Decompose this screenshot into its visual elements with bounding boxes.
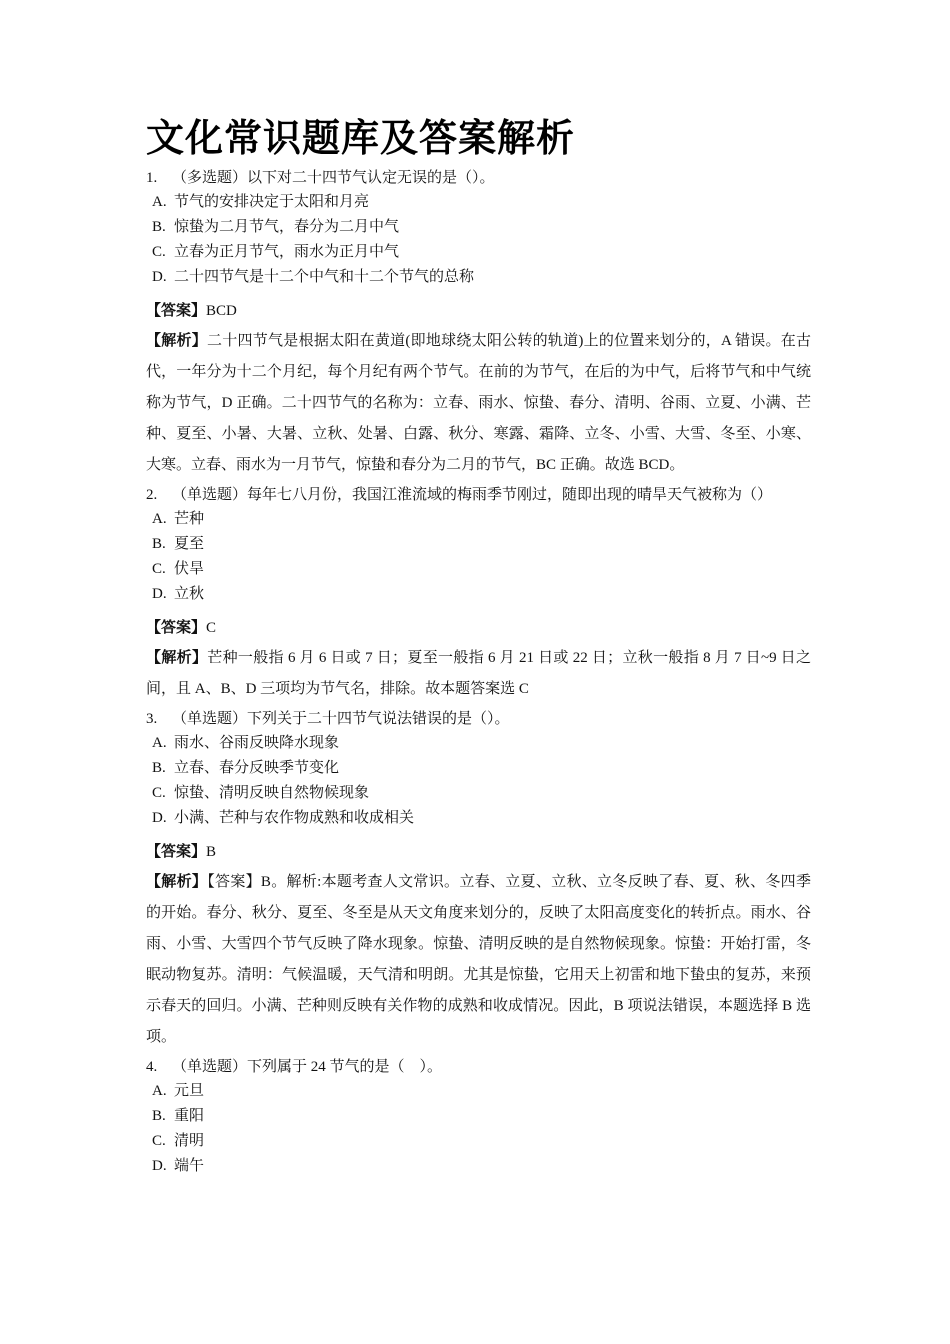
option-c (146, 240, 811, 265)
answer-line (146, 837, 811, 867)
option-label: A. (152, 511, 167, 527)
analysis-paragraph (146, 867, 811, 1053)
option-text: 端午 (174, 1158, 205, 1174)
option-label: A. (152, 1083, 167, 1099)
option-b (146, 532, 811, 557)
option-a (146, 1079, 811, 1104)
analysis-tag: 【解析】 (146, 874, 208, 890)
answer-value: C (206, 620, 217, 636)
option-d (146, 265, 811, 290)
answer-tag: 【答案】 (146, 620, 207, 636)
analysis-tag: 【解析】 (146, 650, 208, 666)
option-label: A. (152, 735, 167, 751)
analysis-paragraph (146, 326, 811, 481)
option-c (146, 1129, 811, 1154)
option-text: 立秋 (174, 586, 205, 602)
option-d (146, 582, 811, 607)
answer-value: B (206, 844, 217, 860)
answer-line (146, 296, 811, 326)
option-text: 惊蛰为二月节气，春分为二月中气 (174, 219, 400, 235)
question-2 (146, 483, 811, 705)
option-text: 二十四节气是十二个中气和十二个节气的总称 (174, 269, 475, 285)
analysis-text: 芒种一般指 6 月 6 日或 7 日；夏至一般指 6 月 21 日或 22 日；立秋一般指 8 月 7 日~9 日之间，且 A、B、D 三项均为节气名，排除。故本题答案选 C (146, 650, 811, 697)
option-text: 夏至 (174, 536, 205, 552)
question-number: 4. (146, 1059, 158, 1075)
option-text: 重阳 (174, 1108, 205, 1124)
option-label: B. (152, 1108, 166, 1124)
question-stem (146, 707, 811, 731)
option-text: 节气的安排决定于太阳和月亮 (174, 194, 370, 210)
option-label: B. (152, 760, 166, 776)
question-text: （多选题）以下对二十四节气认定无误的是（）。 (172, 170, 495, 186)
question-text: （单选题）下列属于 24 节气的是（ ）。 (172, 1059, 443, 1075)
question-stem (146, 1055, 811, 1079)
option-text: 清明 (174, 1133, 205, 1149)
question-4 (146, 1055, 811, 1179)
answer-tag: 【答案】 (146, 844, 207, 860)
question-stem (146, 483, 811, 507)
option-text: 惊蛰、清明反映自然物候现象 (174, 785, 370, 801)
option-a (146, 507, 811, 532)
option-label: B. (152, 219, 166, 235)
question-text: （单选题）每年七八月份，我国江淮流域的梅雨季节刚过，随即出现的晴旱天气被称为（） (172, 487, 773, 503)
option-a (146, 731, 811, 756)
document-page (146, 112, 811, 1179)
analysis-text: 二十四节气是根据太阳在黄道(即地球绕太阳公转的轨道)上的位置来划分的，A 错误。在古代，一年分为十二个月纪，每个月纪有两个节气。在前的为节气，在后的为中气，后将节气和中气统称为节气，D 正确。二十四节气的名称为：立春、雨水、惊蛰、春分、清明、谷雨、立夏、小满、芒种、夏至、小暑、大暑、立秋、处暑、白露、秋分、寒露、霜降、立冬、小雪、大雪、冬至、小寒、大寒。立春、雨水为一月节气，惊蛰和春分为二月的节气，BC 正确。故选 BCD。 (146, 333, 811, 473)
question-number: 2. (146, 487, 158, 503)
option-label: B. (152, 536, 166, 552)
option-d (146, 1154, 811, 1179)
option-label: D. (152, 269, 167, 285)
option-label: D. (152, 586, 167, 602)
option-label: C. (152, 244, 166, 260)
question-number: 3. (146, 711, 158, 727)
analysis-paragraph (146, 643, 811, 705)
option-text: 小满、芒种与农作物成熟和收成相关 (174, 810, 415, 826)
option-b (146, 756, 811, 781)
question-3 (146, 707, 811, 1053)
question-number: 1. (146, 170, 158, 186)
option-c (146, 781, 811, 806)
option-label: D. (152, 810, 167, 826)
option-d (146, 806, 811, 831)
option-label: A. (152, 194, 167, 210)
analysis-tag: 【解析】 (146, 333, 208, 349)
option-text: 雨水、谷雨反映降水现象 (174, 735, 340, 751)
document-title: 文化常识题库及答案解析 (146, 116, 576, 160)
option-b (146, 215, 811, 240)
option-text: 芒种 (174, 511, 205, 527)
option-text: 伏旱 (174, 561, 205, 577)
option-text: 立春为正月节气，雨水为正月中气 (174, 244, 400, 260)
answer-line (146, 613, 811, 643)
option-label: D. (152, 1158, 167, 1174)
answer-value: BCD (206, 303, 237, 319)
analysis-text: 【答案】B。解析:本题考查人文常识。立春、立夏、立秋、立冬反映了春、夏、秋、冬四季的开始。春分、秋分、夏至、冬至是从天文角度来划分的，反映了太阳高度变化的转折点。雨水、谷雨、小雪、大雪四个节气反映了降水现象。惊蛰、清明反映的是自然物候现象。惊蛰：开始打雷，冬眠动物复苏。清明：气候温暖，天气清和明朗。尤其是惊蛰，它用天上初雷和地下蛰虫的复苏，来预示春天的回归。小满、芒种则反映有关作物的成熟和收成情况。因此，B 项说法错误，本题选择 B 选项。 (146, 874, 811, 1045)
option-c (146, 557, 811, 582)
option-text: 立春、春分反映季节变化 (174, 760, 340, 776)
question-stem (146, 166, 811, 190)
option-label: C. (152, 1133, 166, 1149)
option-label: C. (152, 561, 166, 577)
answer-tag: 【答案】 (146, 303, 207, 319)
option-text: 元旦 (174, 1083, 205, 1099)
option-a (146, 190, 811, 215)
option-b (146, 1104, 811, 1129)
question-1 (146, 166, 811, 481)
question-text: （单选题）下列关于二十四节气说法错误的是（）。 (172, 711, 510, 727)
option-label: C. (152, 785, 166, 801)
